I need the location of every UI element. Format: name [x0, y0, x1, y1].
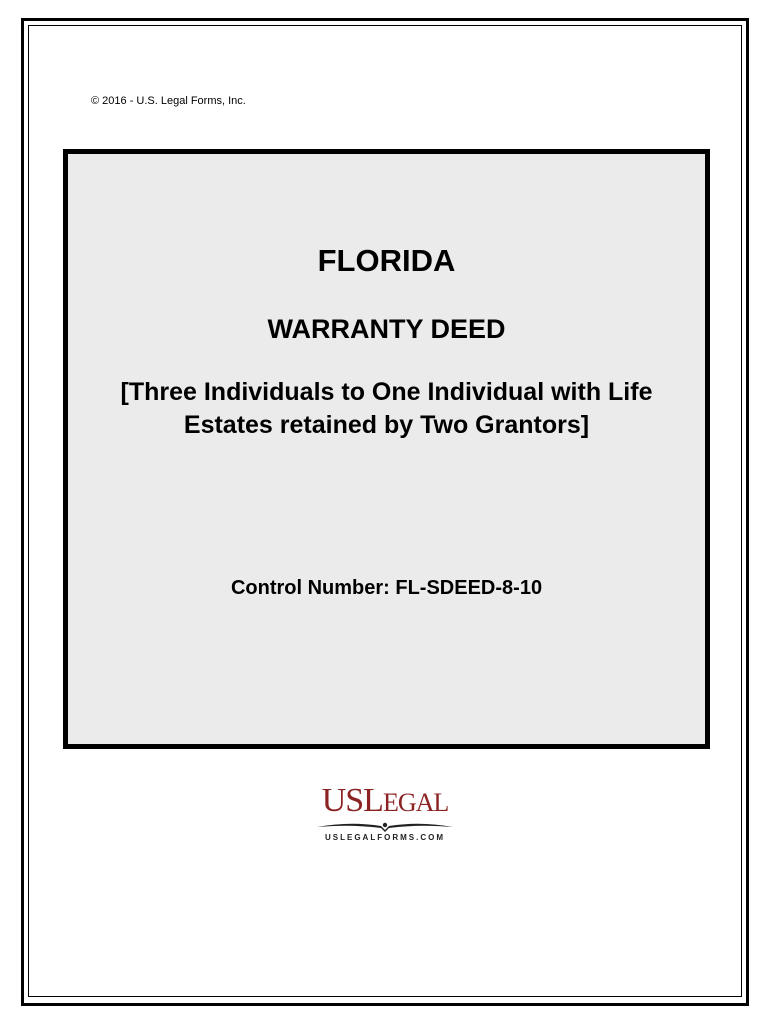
logo-wordmark-egal: EGAL	[382, 788, 449, 817]
copyright-notice: © 2016 - U.S. Legal Forms, Inc.	[91, 95, 246, 107]
state-title: FLORIDA	[317, 243, 456, 278]
logo-wordmark-us: US	[321, 782, 364, 819]
subtitle-line-1: [Three Individuals to One Individual with Life	[120, 378, 653, 406]
subtitle-line-2: Estates retained by Two Grantors]	[183, 411, 590, 439]
eagle-swoosh-icon	[315, 821, 455, 833]
logo-wordmark	[322, 783, 449, 821]
logo-wordmark-l: L	[363, 782, 383, 819]
document-subtitle	[68, 376, 705, 442]
control-number: Control Number: FL-SDEED-8-10	[230, 577, 543, 599]
logo-url: USLEGALFORMS.COM	[325, 833, 445, 842]
uslegal-logo	[0, 783, 770, 842]
cover-title-box	[63, 149, 710, 749]
document-title: WARRANTY DEED	[267, 314, 506, 344]
